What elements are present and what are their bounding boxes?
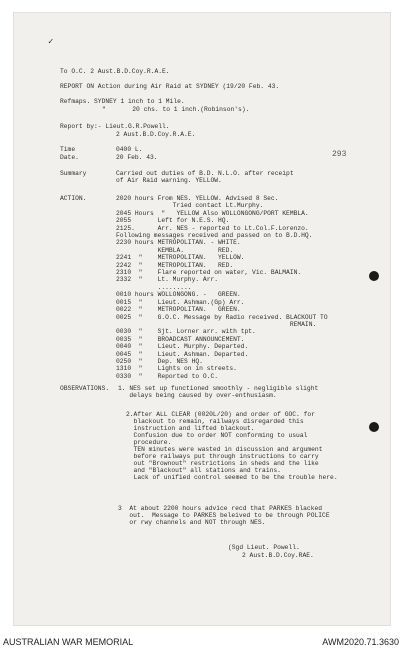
action-line: 2310 " Flare reported on water, Vic. BALMAIN. [116,269,302,277]
summary-label: Summary [60,170,87,177]
footer-accession-number: AWM2020.71.3630 [322,637,399,647]
document-page [14,13,390,625]
action-line: Tried contact Lt.Murphy. [116,202,264,210]
action-line: 2242 " METROPOLITAN. RED. [116,261,234,269]
action-line: REMAIN. [116,320,317,328]
action-line: 2055 Left for N.E.S. HQ. [116,217,230,225]
action-line: 2045 Hours " YELLOW Also WOLLONGONG/PORT KEMBLA. [116,209,309,217]
action-line: KEMBLA. RED. [116,246,234,254]
summary-text: Carried out duties of B.D. N.L.O. after receipt of Air Raid warning. YELLOW. [116,170,294,184]
action-line: Following messages received and passed on to B.D.HQ. [116,232,313,240]
action-line: 0250 " Dep. NES HQ. [116,357,203,365]
time-label: Time [60,146,76,153]
action-line: 1310 " Lights on in streets. [116,365,237,373]
page-number: 293 [332,150,347,159]
action-line: 2230 hours METROPOLITAN. - WHITE. [116,239,241,247]
report-by-line-2: 2 Aust.B.D.Coy.R.A.E. [116,131,196,138]
footer-institution: AUSTRALIAN WAR MEMORIAL [3,637,134,647]
action-line: 2332 " Lt. Murphy. Arr. [116,276,219,284]
action-line: 2241 " METROPOLITAN. YELLOW. [116,254,245,262]
tick-mark: ✓ [48,37,54,47]
action-line: 2020 hours From NES. YELLOW. Advised 8 Sec. [116,195,279,202]
observation-1: 1. NES set up functioned smoothly - negligible slight delays being caused by over-enthusiasm. [118,385,319,399]
action-log [116,195,328,380]
punch-hole [369,422,379,432]
action-label: ACTION. [60,195,87,202]
action-line: 0040 " Lieut. Murphy. Departed. [116,343,249,351]
action-line: 0330 " Reported to O.C. [116,372,219,380]
footer-bar [0,635,403,653]
time-value: 0400 L. [116,146,143,153]
refmaps-line-1: Refmaps. SYDNEY 1 inch to 1 Mile. [60,98,185,105]
report-title: REPORT ON Action during Air Raid at SYDNEY (19/20 Feb. 43. [60,83,280,90]
report-by-line-1: Report by:- Lieut.G.R.Powell. [60,123,170,130]
action-line: 0010 hours WOLLONGONG. - GREEN. [116,291,241,299]
signature-line-2: 2 Aust.B.D.Coy.RAE. [242,552,314,559]
refmaps-line-2: " 20 chs. to 1 inch.(Robinson's). [102,106,250,113]
action-line: 0022 " METROPOLITAN. GREEN. [116,306,241,314]
date-value: 20 Feb. 43. [116,154,158,161]
action-line: ......... [116,283,192,291]
addressee-line: To O.C. 2 Aust.B.D.Coy.R.A.E. [60,68,170,75]
observation-3: 3 At about 2200 hours advice recd that PARKES blacked out. Message to PARKES beleived to be through POLICE or rwy channels and NOT through NES. [118,505,330,526]
observations-label: OBSERVATIONS. [60,385,110,392]
punch-hole [369,271,379,281]
action-line: 0035 " BROADCAST ANNOUNCEMENT. [116,335,245,343]
date-label: Date. [60,154,79,161]
observation-2: 2.After ALL CLEAR (0020L/20) and order of GOC. for blackout to remain, railways disregarded this instruction and lifted blackout. Confusion due to order NOT conforming to usual procedure. TEN minutes were wasted in discussion and argument before railways put through instructions to carry out "Brownout" restrictions in sheds and the like and "Blackout" all stations and trains. Lack of unified control seemed to be the trouble here. [126,411,338,481]
action-line: 0030 " Sjt. Lorner arr. with tpt. [116,328,256,336]
action-line: 0045 " Lieut. Ashman. Departed. [116,350,249,358]
action-line: 0015 " Lieut. Ashman.(Gp) Arr. [116,298,245,306]
action-line: 2125. Arr. NES - reported to Lt.Col.F.Lorenzo. [116,224,309,232]
action-line: 0025 " G.O.C. Message by Radio received. BLACKOUT TO [116,313,328,321]
signature-line-1: (Sgd Lieut. Powell. [228,544,300,551]
